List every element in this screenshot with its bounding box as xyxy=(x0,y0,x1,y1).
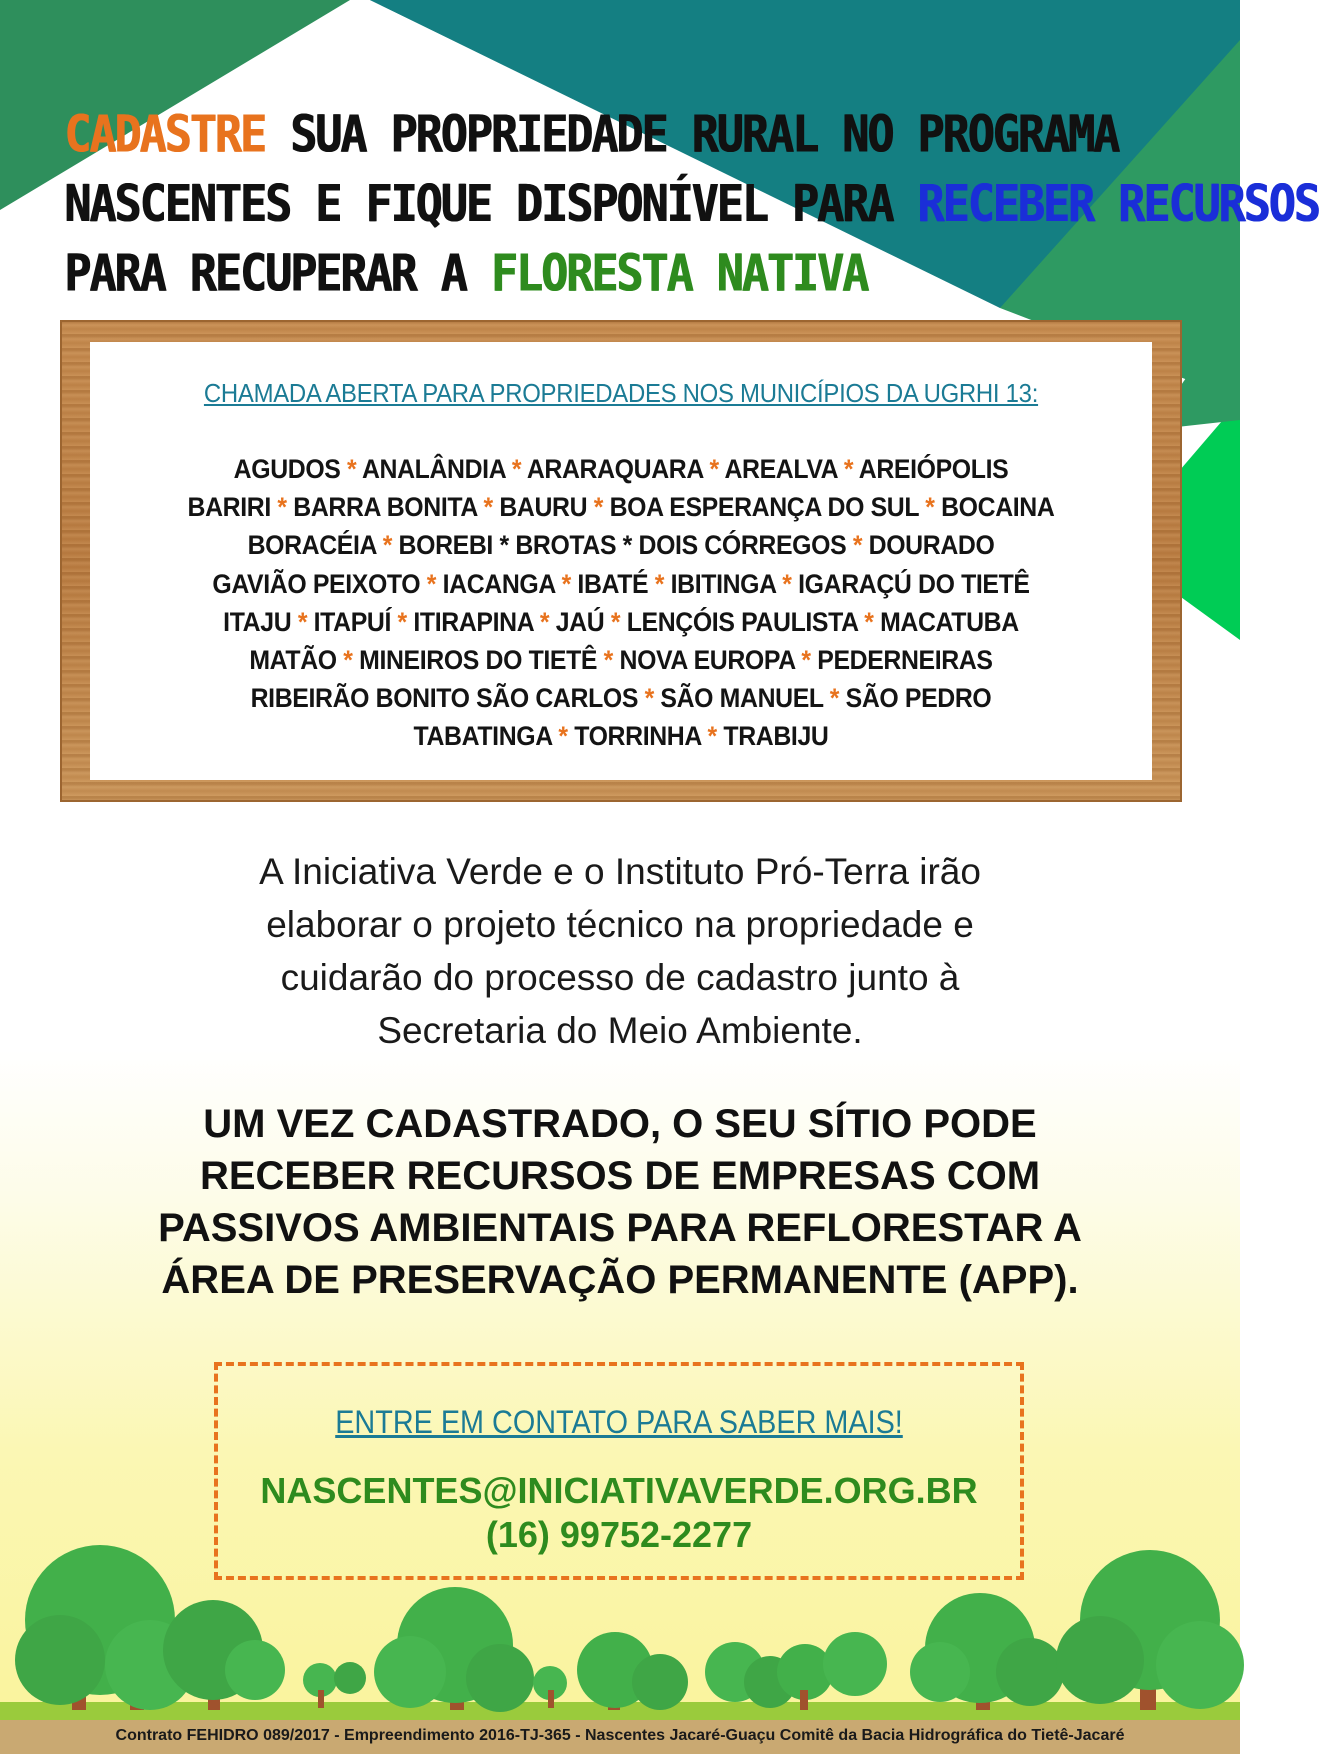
municipality-name: BARIRI xyxy=(187,492,271,523)
municipality-name: GAVIÃO PEIXOTO xyxy=(212,568,421,599)
municipality-name: BOCAINA xyxy=(941,492,1055,523)
separator-star: * xyxy=(391,606,414,637)
headline-line-3 xyxy=(64,239,1204,308)
municipality-name: TORRINHA xyxy=(574,721,702,752)
contact-title: ENTRE EM CONTATO PARA SABER MAIS! xyxy=(335,1404,903,1440)
separator-star: * xyxy=(638,683,661,714)
municipality-name: BOA ESPERANÇA DO SUL xyxy=(609,492,919,523)
municipality-name: ARARAQUARA xyxy=(526,454,703,484)
separator-star: * xyxy=(846,530,869,561)
municipality-name: AREALVA xyxy=(724,454,838,484)
municipality-name: IGARAÇÚ DO TIETÊ xyxy=(798,568,1030,599)
municipality-name: IACANGA xyxy=(442,568,556,599)
separator-star: * xyxy=(420,568,443,599)
separator-star: * xyxy=(291,606,314,637)
municipality-name: TABATINGA xyxy=(413,721,552,752)
municipality-name: ITIRAPINA xyxy=(413,606,534,637)
municipality-name: BAURU xyxy=(499,492,588,523)
separator-star: * xyxy=(270,492,294,523)
bold-line: ÁREA DE PRESERVAÇÃO PERMANENTE (APP). xyxy=(161,1258,1079,1302)
bold-line: RECEBER RECURSOS DE EMPRESAS COM xyxy=(199,1154,1041,1198)
body-line: A Iniciativa Verde e o Instituto Pró-Terra irão xyxy=(259,851,981,892)
separator-star: * xyxy=(597,645,620,676)
separator-star: * xyxy=(857,606,881,637)
headline-text-1: SUA PROPRIEDADE RURAL NO PROGRAMA xyxy=(264,104,1118,164)
contact-box xyxy=(214,1362,1024,1580)
footer xyxy=(0,1720,1240,1754)
municipality-name: MINEIROS DO TIETÊ xyxy=(359,645,598,676)
footer-text: Contrato FEHIDRO 089/2017 - Empreendimento 2016-TJ-365 - Nascentes Jacaré-Guaçu Comitê da Bacia Hidrográfica do Tietê-Jacaré xyxy=(115,1727,1125,1744)
contact-email[interactable]: NASCENTES@INICIATIVAVERDE.ORG.BR xyxy=(260,1470,978,1511)
bold-line: PASSIVOS AMBIENTAIS PARA REFLORESTAR A xyxy=(158,1206,1082,1250)
municipalities-row xyxy=(132,603,1109,641)
municipality-name: AGUDOS xyxy=(233,454,341,484)
separator-star: * xyxy=(340,454,362,484)
municipality-name: ANALÂNDIA xyxy=(361,454,506,484)
separator-star: * xyxy=(476,492,500,523)
municipality-name: IBATÉ xyxy=(577,568,649,599)
separator-star: * xyxy=(533,606,556,637)
separator-star: * xyxy=(555,568,578,599)
municipality-name: RIBEIRÃO BONITO SÃO CARLOS xyxy=(250,683,639,714)
separator-star: * xyxy=(918,492,942,523)
municipality-name: SÃO MANUEL xyxy=(660,683,824,714)
municipality-name: SÃO PEDRO xyxy=(845,683,992,714)
headline-highlight-floresta: FLORESTA NATIVA xyxy=(490,243,867,303)
municipality-name: IBITINGA xyxy=(670,568,776,599)
separator-star: * xyxy=(794,645,818,676)
municipalities-row xyxy=(132,565,1109,603)
headline xyxy=(64,100,1319,308)
separator-star: * xyxy=(376,530,399,561)
headline-line-1 xyxy=(64,100,1204,169)
separator-star: * xyxy=(648,568,671,599)
separator-star: * xyxy=(702,454,725,484)
body-line: cuidarão do processo de cadastro junto à xyxy=(280,957,960,998)
municipality-name: LENÇÓIS PAULISTA xyxy=(626,606,858,637)
municipality-name: TRABIJU xyxy=(723,721,829,752)
municipalities-row xyxy=(132,488,1109,526)
contact-phone[interactable]: (16) 99752-2277 xyxy=(485,1514,753,1555)
municipality-name: ITAJU xyxy=(223,606,292,637)
call-title: CHAMADA ABERTA PARA PROPRIEDADES NOS MUNICÍPIOS DA UGRHI 13: xyxy=(203,378,1039,408)
separator-star: * xyxy=(604,606,627,637)
municipality-name: JAÚ xyxy=(555,606,605,637)
bold-line: UM VEZ CADASTRADO, O SEU SÍTIO PODE xyxy=(203,1102,1037,1146)
body-paragraph xyxy=(120,845,1120,1057)
headline-text-3: PARA RECUPERAR A xyxy=(64,243,491,303)
separator-star: * xyxy=(551,721,575,752)
municipality-name: DOURADO xyxy=(868,530,995,561)
municipalities-row xyxy=(132,641,1109,679)
municipality-name: MATÃO xyxy=(249,645,337,676)
separator-star: * xyxy=(336,645,360,676)
body-line: Secretaria do Meio Ambiente. xyxy=(377,1010,863,1051)
municipalities-row xyxy=(132,679,1109,717)
headline-highlight-cadastre: CADASTRE xyxy=(64,104,265,164)
municipality-name: BOREBI * BROTAS * DOIS CÓRREGOS xyxy=(398,530,847,561)
municipality-name: ITAPUÍ xyxy=(313,606,392,637)
wood-frame xyxy=(60,320,1182,802)
municipality-name: AREIÓPOLIS xyxy=(858,454,1009,484)
municipality-name: BORACÉIA xyxy=(247,530,377,561)
municipalities-row xyxy=(132,450,1109,488)
separator-star: * xyxy=(837,454,859,484)
body-line: elaborar o projeto técnico na propriedade e xyxy=(266,904,974,945)
municipalities-row xyxy=(132,526,1109,564)
municipality-name: BARRA BONITA xyxy=(293,492,477,523)
separator-star: * xyxy=(775,568,799,599)
municipality-name: NOVA EUROPA xyxy=(619,645,795,676)
separator-star: * xyxy=(701,721,724,752)
municipality-name: MACATUBA xyxy=(880,606,1019,637)
headline-text-2: NASCENTES E FIQUE DISPONÍVEL PARA xyxy=(64,173,918,234)
headline-line-2 xyxy=(64,169,1319,238)
headline-highlight-recursos: RECEBER RECURSOS xyxy=(917,173,1319,234)
municipalities-row xyxy=(132,717,1109,755)
municipality-name: PEDERNEIRAS xyxy=(817,645,993,676)
municipalities-panel xyxy=(90,342,1152,780)
separator-star: * xyxy=(505,454,527,484)
separator-star: * xyxy=(823,683,846,714)
municipalities-list xyxy=(132,450,1109,756)
bold-statement xyxy=(60,1098,1180,1306)
separator-star: * xyxy=(587,492,610,523)
